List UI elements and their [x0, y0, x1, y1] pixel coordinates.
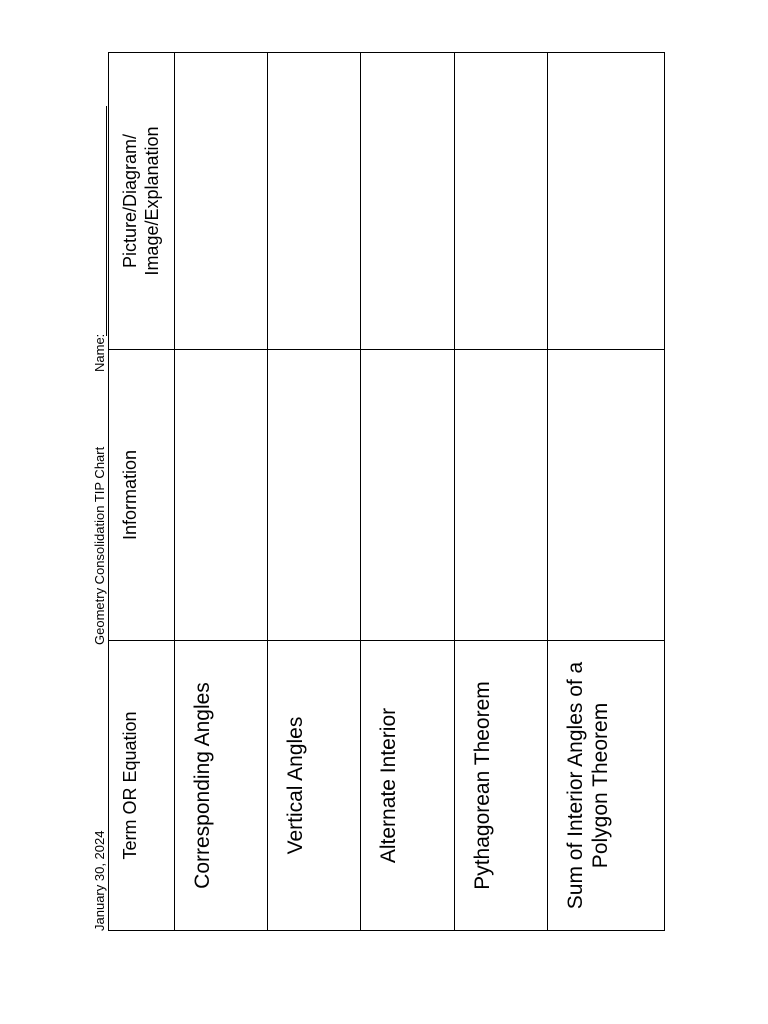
picture-cell[interactable]: [175, 53, 268, 350]
information-cell[interactable]: [548, 350, 665, 641]
information-cell[interactable]: [268, 350, 361, 641]
table-header-row: [109, 53, 175, 931]
table-row: [268, 53, 361, 931]
picture-cell[interactable]: [268, 53, 361, 350]
information-cell[interactable]: [361, 350, 455, 641]
picture-cell[interactable]: [361, 53, 455, 350]
header-date: January 30, 2024: [92, 830, 107, 931]
picture-cell[interactable]: [548, 53, 665, 350]
header-name-label: Name:: [92, 333, 107, 372]
term-cell: Corresponding Angles: [175, 641, 268, 931]
information-cell[interactable]: [175, 350, 268, 641]
name-entry-line[interactable]: [106, 106, 107, 336]
term-cell: Pythagorean Theorem: [455, 641, 548, 931]
table-row: [548, 53, 665, 931]
column-header-picture: Picture/Diagram/ Image/Explanation: [109, 53, 175, 350]
term-cell: Alternate Interior: [361, 641, 455, 931]
table-row: [175, 53, 268, 931]
column-header-term: Term OR Equation: [109, 641, 175, 931]
picture-cell[interactable]: [455, 53, 548, 350]
term-cell: Vertical Angles: [268, 641, 361, 931]
tip-chart-table: [108, 52, 665, 931]
table-row: [361, 53, 455, 931]
header-title: Geometry Consolidation TIP Chart: [92, 446, 107, 645]
information-cell[interactable]: [455, 350, 548, 641]
table-row: [455, 53, 548, 931]
column-header-information: Information: [109, 350, 175, 641]
term-cell: Sum of Interior Angles of a Polygon Theorem: [548, 641, 665, 931]
